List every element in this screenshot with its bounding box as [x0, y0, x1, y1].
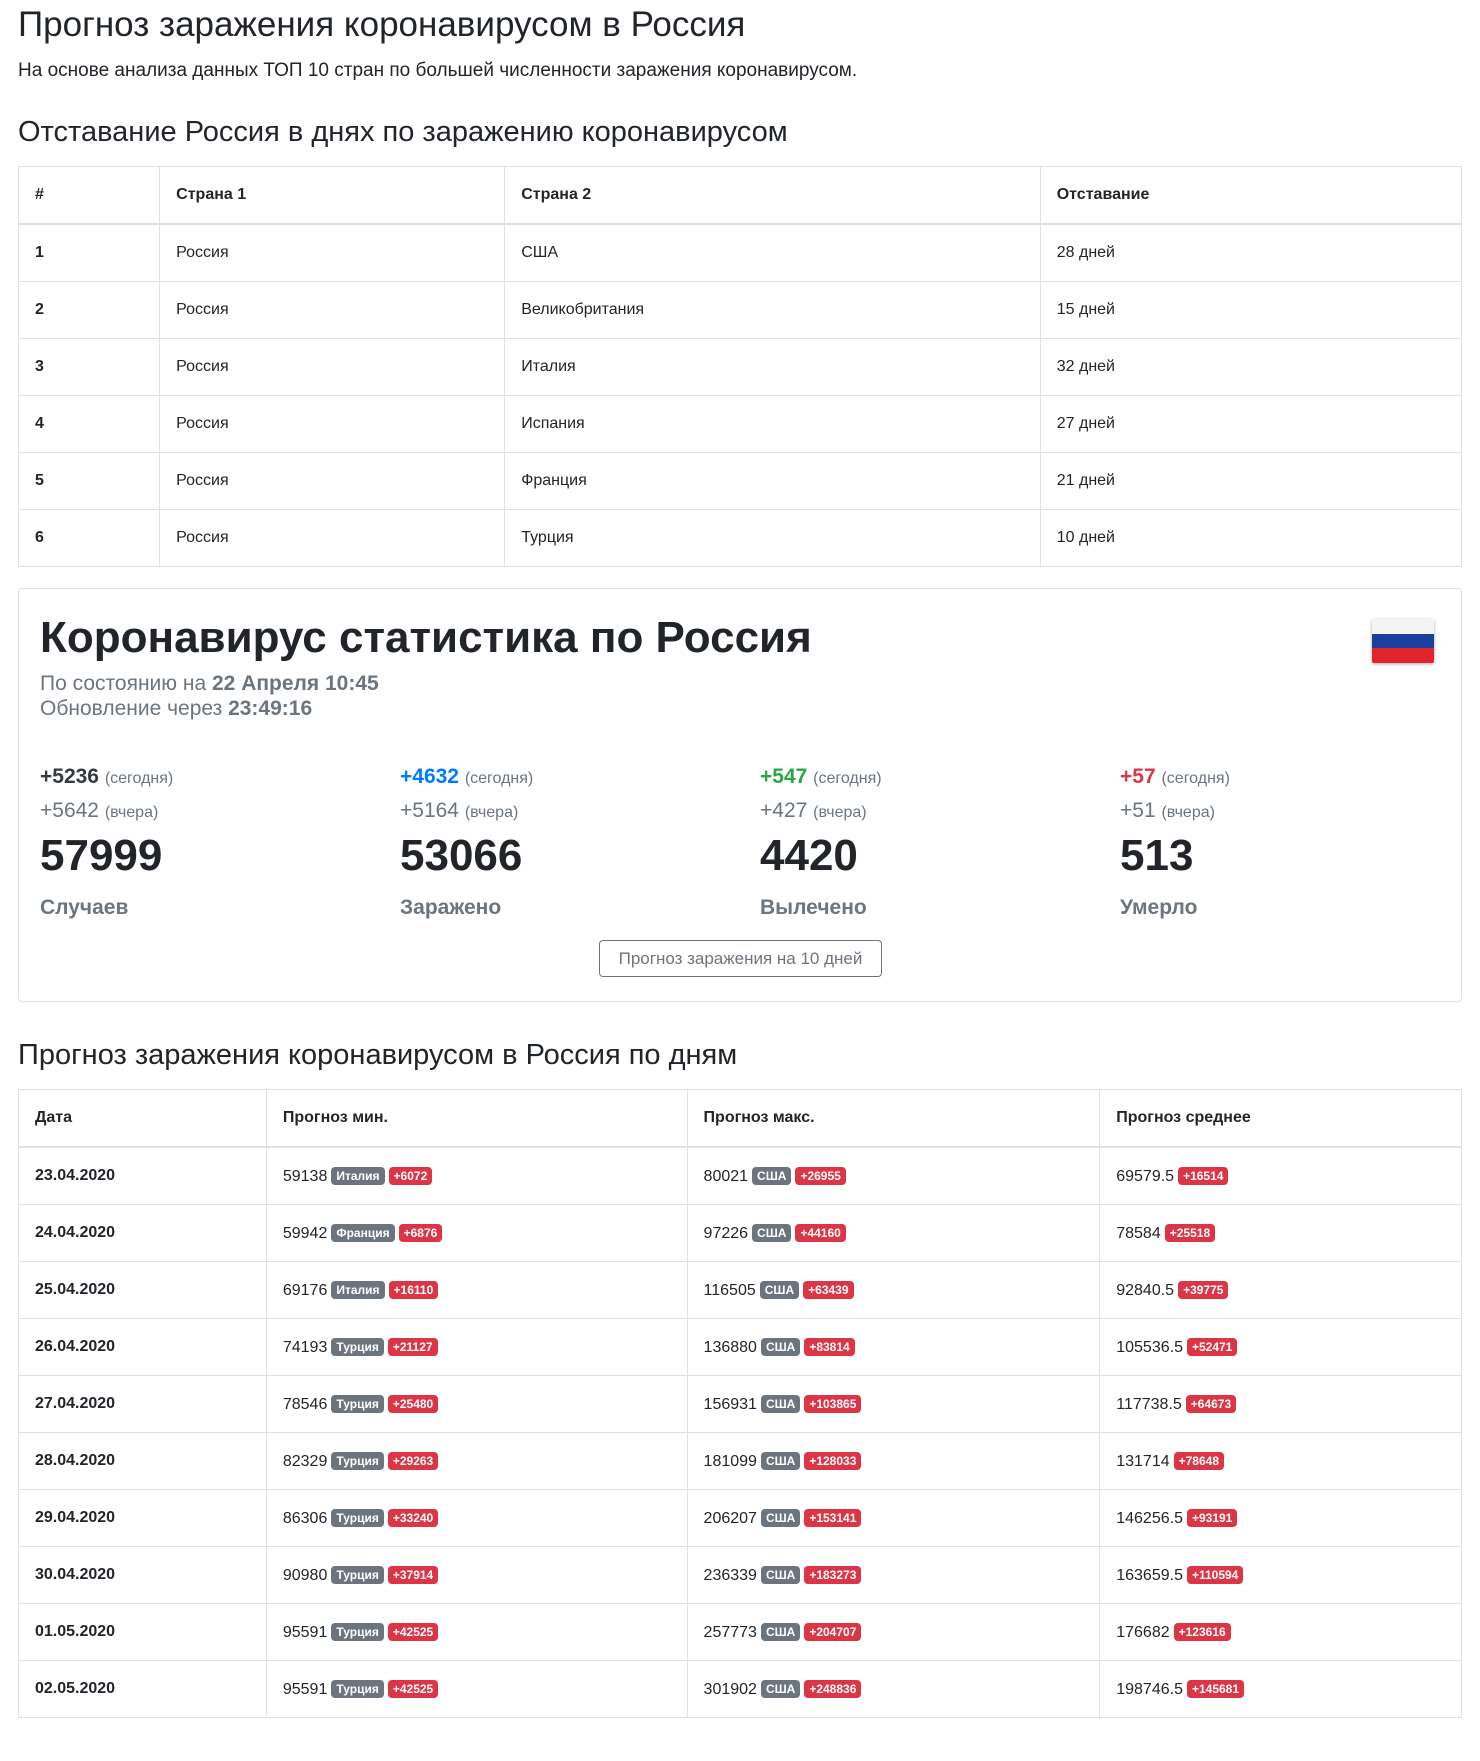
row-number: 3 — [19, 339, 160, 396]
delta-badge: +6876 — [399, 1224, 443, 1242]
delta-badge: +110594 — [1187, 1566, 1243, 1584]
forecast-max-value: 97226 — [703, 1224, 749, 1242]
forecast-avg-cell — [1100, 1604, 1462, 1661]
forecast-min-cell — [266, 1262, 687, 1319]
delta-badge: +25480 — [388, 1395, 438, 1413]
row-number: 1 — [19, 224, 160, 282]
forecast-max-cell — [687, 1604, 1100, 1661]
forecast-date: 24.04.2020 — [19, 1205, 267, 1262]
forecast-date: 26.04.2020 — [19, 1319, 267, 1376]
country-badge: США — [760, 1281, 799, 1299]
delta-badge: +37914 — [388, 1566, 438, 1584]
lag-header-lag: Отставание — [1040, 167, 1461, 225]
forecast-max-value: 301902 — [703, 1680, 757, 1698]
page-title: Прогноз заражения коронавирусом в Россия — [18, 5, 746, 44]
country-badge: Италия — [331, 1167, 384, 1185]
forecast-date: 02.05.2020 — [19, 1661, 267, 1718]
table-row — [19, 224, 1462, 282]
stat-infected — [400, 763, 730, 923]
table-row — [19, 1433, 1462, 1490]
forecast-avg-value: 163659.5 — [1116, 1566, 1183, 1584]
table-row — [19, 1262, 1462, 1319]
delta-badge: +16514 — [1178, 1167, 1228, 1185]
forecast-avg-value: 117738.5 — [1116, 1395, 1182, 1413]
delta-badge: +44160 — [795, 1224, 845, 1242]
delta-badge: +204707 — [804, 1623, 861, 1641]
table-row — [19, 1661, 1462, 1718]
forecast-max-value: 257773 — [703, 1623, 757, 1641]
lag-days: 32 дней — [1040, 339, 1461, 396]
forecast-min-cell — [266, 1319, 687, 1376]
forecast-max-value: 136880 — [703, 1338, 757, 1356]
stat-deaths — [1120, 763, 1450, 923]
country-badge: Турция — [331, 1509, 383, 1527]
today-label: (сегодня) — [813, 770, 882, 787]
row-number: 5 — [19, 453, 160, 510]
delta-badge: +93191 — [1187, 1509, 1237, 1527]
delta-badge: +103865 — [804, 1395, 861, 1413]
forecast-avg-cell — [1100, 1147, 1462, 1205]
yesterday-label: (вчера) — [104, 804, 159, 821]
forecast-min-cell — [266, 1661, 687, 1718]
forecast-avg-cell — [1100, 1376, 1462, 1433]
table-row — [19, 453, 1462, 510]
forecast-max-value: 156931 — [703, 1395, 757, 1413]
forecast-section-title: Прогноз заражения коронавирусом в Россия по дням — [18, 1039, 738, 1071]
deaths-label: Умерло — [1120, 896, 1198, 919]
yesterday-label: (вчера) — [1161, 804, 1215, 821]
delta-badge: +64673 — [1186, 1395, 1236, 1413]
cases-total: 57999 — [40, 831, 163, 880]
lag-header-country2: Страна 2 — [505, 167, 1041, 225]
forecast-date: 28.04.2020 — [19, 1433, 267, 1490]
country-badge: США — [752, 1167, 791, 1185]
country-badge: США — [761, 1452, 800, 1470]
recovered-yesterday: +427 — [760, 799, 808, 822]
forecast-max-value: 80021 — [703, 1167, 749, 1185]
forecast-avg-value: 78584 — [1116, 1224, 1161, 1242]
delta-badge: +26955 — [795, 1167, 845, 1185]
forecast-min-value: 78546 — [282, 1395, 328, 1413]
forecast-date: 27.04.2020 — [19, 1376, 267, 1433]
forecast-min-value: 95591 — [282, 1680, 328, 1698]
country-badge: Турция — [331, 1452, 383, 1470]
forecast-max-cell — [687, 1205, 1100, 1262]
forecast-date: 23.04.2020 — [19, 1147, 267, 1205]
forecast-min-value: 59138 — [282, 1167, 328, 1185]
lag-days: 27 дней — [1040, 396, 1461, 453]
country-badge: США — [761, 1566, 800, 1584]
country-badge: Турция — [331, 1623, 383, 1641]
today-label: (сегодня) — [1161, 770, 1230, 787]
yesterday-label: (вчера) — [464, 804, 519, 821]
infected-label: Заражено — [400, 896, 502, 919]
country-2: Франция — [505, 453, 1041, 510]
delta-badge: +33240 — [388, 1509, 438, 1527]
table-row — [19, 339, 1462, 396]
forecast-avg-cell — [1100, 1490, 1462, 1547]
delta-badge: +52471 — [1187, 1338, 1237, 1356]
country-badge: Турция — [331, 1395, 383, 1413]
delta-badge: +39775 — [1178, 1281, 1228, 1299]
forecast-min-value: 74193 — [282, 1338, 328, 1356]
country-badge: Италия — [331, 1281, 384, 1299]
country-1: Россия — [160, 339, 505, 396]
country-badge: США — [761, 1395, 800, 1413]
country-badge: США — [761, 1338, 800, 1356]
forecast-max-cell — [687, 1433, 1100, 1490]
forecast-min-cell — [266, 1547, 687, 1604]
update-line — [40, 696, 379, 721]
table-row — [19, 510, 1462, 567]
forecast-table — [18, 1089, 1462, 1718]
table-row — [19, 1376, 1462, 1433]
forecast-min-cell — [266, 1205, 687, 1262]
deaths-total: 513 — [1120, 831, 1194, 880]
country-2: Италия — [505, 339, 1041, 396]
forecast-avg-value: 176682 — [1116, 1623, 1170, 1641]
lag-days: 10 дней — [1040, 510, 1461, 567]
forecast-min-value: 69176 — [282, 1281, 328, 1299]
yesterday-label: (вчера) — [813, 804, 867, 821]
today-label: (сегодня) — [104, 770, 174, 787]
forecast-min-cell — [266, 1604, 687, 1661]
delta-badge: +29263 — [388, 1452, 438, 1470]
forecast-avg-cell — [1100, 1319, 1462, 1376]
lag-section-title: Отставание Россия в днях по заражению коронавирусом — [18, 116, 788, 148]
cases-label: Случаев — [40, 896, 129, 919]
forecast-avg-cell — [1100, 1205, 1462, 1262]
delta-badge: +183273 — [804, 1566, 861, 1584]
country-2: Испания — [505, 396, 1041, 453]
lag-table — [18, 166, 1462, 567]
forecast-min-value: 90980 — [282, 1566, 328, 1584]
forecast-avg-value: 198746.5 — [1116, 1680, 1183, 1698]
country-2: Великобритания — [505, 282, 1041, 339]
stats-card — [18, 588, 1462, 1002]
country-badge: США — [761, 1680, 800, 1698]
row-number: 6 — [19, 510, 160, 567]
country-2: Турция — [505, 510, 1041, 567]
delta-badge: +25518 — [1165, 1224, 1215, 1242]
recovered-today: +547 — [760, 765, 808, 788]
country-1: Россия — [160, 282, 505, 339]
forecast-10-days-button[interactable]: Прогноз заражения на 10 дней — [599, 940, 882, 977]
forecast-min-value: 59942 — [282, 1224, 328, 1242]
forecast-min-cell — [266, 1433, 687, 1490]
update-countdown: 23:49:16 — [228, 697, 313, 720]
delta-badge: +63439 — [803, 1281, 853, 1299]
forecast-min-cell — [266, 1147, 687, 1205]
deaths-today: +57 — [1120, 765, 1156, 788]
recovered-total: 4420 — [760, 831, 858, 880]
forecast-min-value: 82329 — [282, 1452, 328, 1470]
delta-badge: +16110 — [389, 1281, 439, 1299]
table-row — [19, 396, 1462, 453]
lag-days: 21 дней — [1040, 453, 1461, 510]
table-row — [19, 1205, 1462, 1262]
forecast-avg-value: 92840.5 — [1116, 1281, 1175, 1299]
lag-header-country1: Страна 1 — [160, 167, 505, 225]
country-1: Россия — [160, 396, 505, 453]
lag-days: 28 дней — [1040, 224, 1461, 282]
forecast-header-max: Прогноз макс. — [687, 1090, 1100, 1148]
stats-card-title: Коронавирус статистика по Россия — [40, 613, 812, 662]
forecast-date: 25.04.2020 — [19, 1262, 267, 1319]
forecast-date: 29.04.2020 — [19, 1490, 267, 1547]
forecast-min-cell — [266, 1490, 687, 1547]
stat-recovered — [760, 763, 1090, 923]
table-row — [19, 1490, 1462, 1547]
row-number: 4 — [19, 396, 160, 453]
forecast-max-value: 206207 — [703, 1509, 757, 1527]
forecast-table-header-row — [19, 1090, 1462, 1148]
forecast-max-cell — [687, 1262, 1100, 1319]
delta-badge: +83814 — [804, 1338, 854, 1356]
table-row — [19, 1547, 1462, 1604]
lag-days: 15 дней — [1040, 282, 1461, 339]
forecast-avg-cell — [1100, 1262, 1462, 1319]
delta-badge: +6072 — [389, 1167, 433, 1185]
stat-cases — [40, 763, 370, 923]
forecast-min-value: 86306 — [282, 1509, 328, 1527]
delta-badge: +128033 — [804, 1452, 861, 1470]
forecast-min-cell — [266, 1376, 687, 1433]
forecast-avg-value: 146256.5 — [1116, 1509, 1183, 1527]
cases-yesterday: +5642 — [40, 799, 99, 822]
delta-badge: +145681 — [1187, 1680, 1244, 1698]
country-badge: Турция — [331, 1680, 383, 1698]
status-date-line — [40, 671, 379, 696]
forecast-min-value: 95591 — [282, 1623, 328, 1641]
delta-badge: +248836 — [804, 1680, 861, 1698]
country-badge: США — [752, 1224, 791, 1242]
delta-badge: +21127 — [388, 1338, 438, 1356]
status-block — [40, 671, 379, 721]
page-container — [18, 0, 1462, 1718]
forecast-max-value: 181099 — [703, 1452, 757, 1470]
lag-header-num: # — [19, 167, 160, 225]
country-badge: Франция — [331, 1224, 394, 1242]
country-2: США — [505, 224, 1041, 282]
forecast-date: 30.04.2020 — [19, 1547, 267, 1604]
delta-badge: +42525 — [388, 1680, 438, 1698]
infected-total: 53066 — [400, 831, 523, 880]
delta-badge: +123616 — [1174, 1623, 1231, 1641]
forecast-max-cell — [687, 1547, 1100, 1604]
country-1: Россия — [160, 453, 505, 510]
forecast-max-value: 236339 — [703, 1566, 757, 1584]
table-row — [19, 282, 1462, 339]
table-row — [19, 1604, 1462, 1661]
country-badge: Турция — [331, 1566, 383, 1584]
forecast-table-body — [19, 1147, 1462, 1718]
table-row — [19, 1319, 1462, 1376]
cases-today: +5236 — [40, 765, 99, 788]
recovered-label: Вылечено — [760, 896, 867, 919]
today-label: (сегодня) — [464, 770, 534, 787]
forecast-date: 01.05.2020 — [19, 1604, 267, 1661]
country-1: Россия — [160, 224, 505, 282]
forecast-avg-cell — [1100, 1433, 1462, 1490]
forecast-header-avg: Прогноз среднее — [1100, 1090, 1462, 1148]
page-subtitle: На основе анализа данных ТОП 10 стран по большей численности заражения коронавирусом. — [18, 60, 858, 81]
forecast-max-cell — [687, 1147, 1100, 1205]
table-row — [19, 1147, 1462, 1205]
forecast-max-cell — [687, 1319, 1100, 1376]
delta-badge: +78648 — [1174, 1452, 1224, 1470]
country-badge: США — [761, 1623, 800, 1641]
status-date: 22 Апреля 10:45 — [212, 672, 379, 695]
row-number: 2 — [19, 282, 160, 339]
country-badge: США — [761, 1509, 800, 1527]
forecast-avg-value: 69579.5 — [1116, 1167, 1175, 1185]
deaths-yesterday: +51 — [1120, 799, 1156, 822]
forecast-avg-value: 105536.5 — [1116, 1338, 1183, 1356]
russia-flag-icon — [1372, 619, 1434, 663]
forecast-header-date: Дата — [19, 1090, 267, 1148]
country-badge: Турция — [331, 1338, 383, 1356]
forecast-avg-value: 131714 — [1116, 1452, 1170, 1470]
infected-yesterday: +5164 — [400, 799, 459, 822]
forecast-avg-cell — [1100, 1547, 1462, 1604]
forecast-max-cell — [687, 1661, 1100, 1718]
forecast-avg-cell — [1100, 1661, 1462, 1718]
forecast-max-cell — [687, 1376, 1100, 1433]
forecast-max-value: 116505 — [703, 1281, 756, 1299]
forecast-header-min: Прогноз мин. — [266, 1090, 687, 1148]
update-prefix: Обновление через — [40, 697, 223, 720]
infected-today: +4632 — [400, 765, 459, 788]
status-prefix: По состоянию на — [40, 672, 207, 695]
lag-table-header-row — [19, 167, 1462, 225]
delta-badge: +42525 — [388, 1623, 438, 1641]
forecast-max-cell — [687, 1490, 1100, 1547]
country-1: Россия — [160, 510, 505, 567]
delta-badge: +153141 — [804, 1509, 861, 1527]
